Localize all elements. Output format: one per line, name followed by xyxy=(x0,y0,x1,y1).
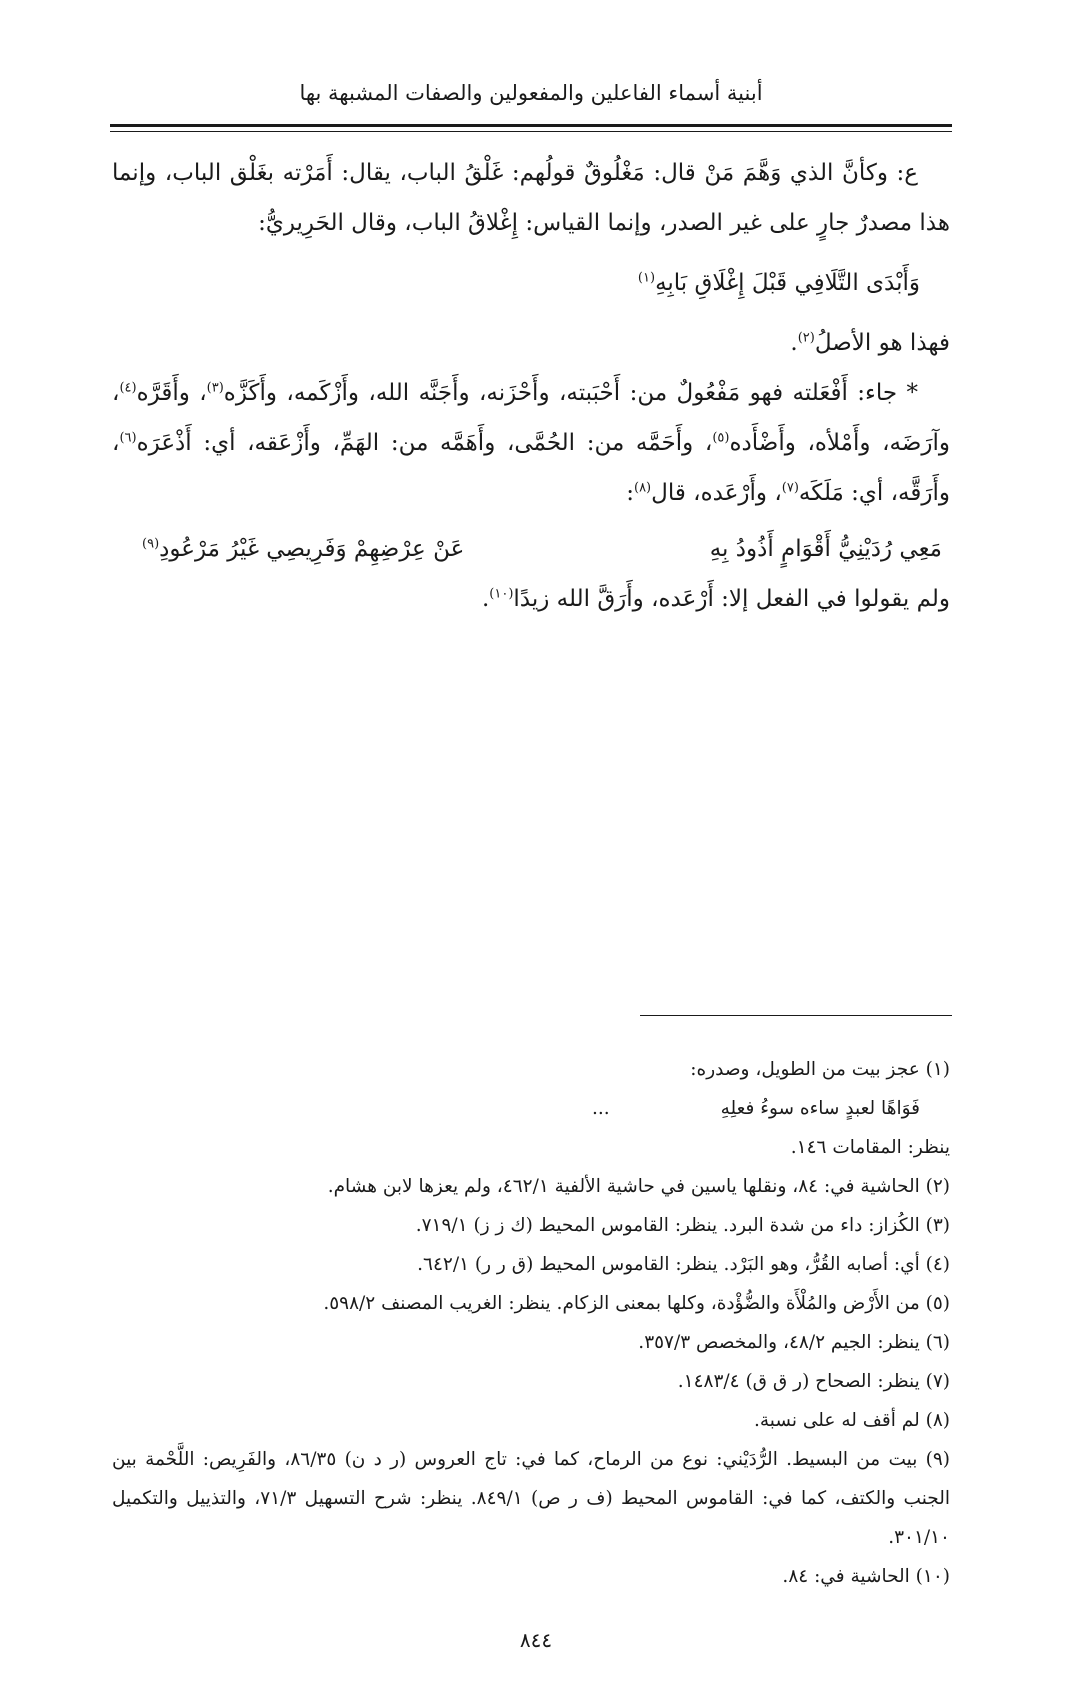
verse-2-second-hemistich-wrap xyxy=(142,524,464,574)
paragraph-3-part-f: ، وأَرْعَده، قال xyxy=(651,480,782,506)
footnote-8: (٨) لم أقف له على نسبة. xyxy=(753,1410,950,1431)
verse-1 xyxy=(112,258,950,308)
footnote-6: (٦) ينظر: الجيم ٤٨/٢، والمخصص ٣٥٧/٣. xyxy=(638,1332,950,1353)
footnote-ref-4: (٤) xyxy=(119,380,137,396)
footnote-5: (٥) من الأَرْض والمُلْأَة والضُّؤْدة، وكلها بمعنى الزكام. ينظر: الغريب المصنف ٥٩٨/٢. xyxy=(323,1293,950,1314)
paragraph-3-part-b: ، وأَقَرَّه xyxy=(136,380,207,406)
paragraph-2 xyxy=(112,318,950,368)
verse-2-second-hemistich: عَنْ عِرْضِهِمْ وَفَرِيصِي غَيْرُ مَرْعُودِ xyxy=(159,536,465,562)
paragraph-2-text: فهذا هو الأصلُ xyxy=(814,330,950,356)
paragraph-3-part-d: ، وأَحَمَّه من: الحُمَّى، وأَهَمَّه من: الهَمِّ، وأَزْعَقه، أي: أَذْعَرَه xyxy=(136,430,713,456)
header-rule-thin xyxy=(110,131,952,132)
paragraph-3-part-c: ، وآرَضَه، وأَمْلأه، وأَضْأَده xyxy=(112,380,950,456)
running-title: أبنية أسماء الفاعلين والمفعولين والصفات المشبهة بها xyxy=(299,81,763,105)
footnote-ref-2: (٢) xyxy=(797,330,815,346)
footnote-9: (٩) بيت من البسيط. الرُّدَيْني: نوع من الرماح، كما في: تاج العروس (ر د ن) ٨٦/٣٥، والفَرِيص: اللَّحْمة بين الجنب والكتف، كما في: القاموس المحيط (ف ر ص) ٨٤٩/١. ينظر: شرح التسهيل ٧١/٣، والتذييل والتكميل ٣٠١/١٠. xyxy=(112,1449,950,1548)
footnote-1-reference: ينظر: المقامات ١٤٦. xyxy=(790,1137,950,1158)
footnote-ref-9: (٩) xyxy=(142,536,160,552)
header-rule-thick xyxy=(110,124,952,127)
paragraph-4-text: ولم يقولوا في الفعل إلا: أَرْعَده، وأَرَقَّ الله زيدًا xyxy=(513,586,950,612)
footnote-ref-5: (٥) xyxy=(712,430,730,446)
footnote-ref-8: (٨) xyxy=(633,480,652,496)
footnotes xyxy=(112,1050,950,1596)
footnote-ref-10: (١٠) xyxy=(489,586,514,602)
main-text xyxy=(112,148,950,624)
footnote-1-verse-text: فَوَاهًا لعبدٍ ساءه سوءُ فعلِهِ xyxy=(720,1098,920,1119)
paragraph-3-part-g: : xyxy=(626,480,634,506)
footnote-3: (٣) الكُزاز: داء من شدة البرد. ينظر: القاموس المحيط (ك ز ز) ٧١٩/١. xyxy=(415,1215,950,1236)
paragraph-4 xyxy=(112,574,950,624)
footnote-1: (١) عجز بيت من الطويل، وصدره: xyxy=(690,1059,950,1080)
footnote-separator xyxy=(640,1015,952,1016)
paragraph-3 xyxy=(112,368,950,518)
verse-2 xyxy=(112,524,950,574)
footnote-2: (٢) الحاشية في: ٨٤، ونقلها ياسين في حاشية الألفية ٤٦٢/١، ولم يعزها لابن هشام. xyxy=(327,1176,950,1197)
footnote-ref-6: (٦) xyxy=(119,430,137,446)
footnote-1-ellipsis: ... xyxy=(592,1098,610,1119)
paragraph-4-end: . xyxy=(481,586,490,612)
verse-1-text: وَأَبْدَى التَّلَافِي قَبْلَ إِغْلَاقِ بَابِهِ xyxy=(655,270,920,296)
footnote-ref-7: (٧) xyxy=(781,480,799,496)
paragraph-2-end: . xyxy=(790,330,798,356)
paragraph-3-part-a: * جاء: أَفْعَلته فهو مَفْعُولٌ من: أَحْبَبته، وأَحْزَنه، وأَجَنَّه الله، وأَزْكَمه، وأَكَزَّه xyxy=(223,380,918,406)
footnote-4: (٤) أي: أصابه القُرُّ، وهو البَرْد. ينظر: القاموس المحيط (ق ر ر) ٦٤٢/١. xyxy=(417,1254,950,1275)
footnote-10: (١٠) الحاشية في: ٨٤. xyxy=(782,1566,950,1587)
paragraph-1: ع: وكأنَّ الذي وَهَّمَ مَنْ قال: مَغْلُوقٌ قولُهم: غَلْقُ الباب، يقال: أَمَرْته بغَلْق الباب، وإنما هذا مصدرٌ جارٍ على غير الصدر، وإنما القياس: إِغْلاقُ الباب، وقال الحَرِيريُّ: xyxy=(112,160,950,236)
paragraph-3-part-e: ، وأَرَقَّه، أي: مَلَكَه xyxy=(112,430,950,506)
verse-2-first-hemistich: مَعِي رُدَيْنِيُّ أَقْوَامٍ أَذُودُ بِهِ xyxy=(709,536,942,562)
footnote-ref-1: (١) xyxy=(637,270,656,286)
footnote-ref-3: (٣) xyxy=(206,380,224,396)
footnote-1-verse xyxy=(112,1089,950,1128)
footnote-7: (٧) ينظر: الصحاح (ر ق ق) ١٤٨٣/٤. xyxy=(677,1371,950,1392)
page-number: ٨٤٤ xyxy=(519,1628,553,1652)
